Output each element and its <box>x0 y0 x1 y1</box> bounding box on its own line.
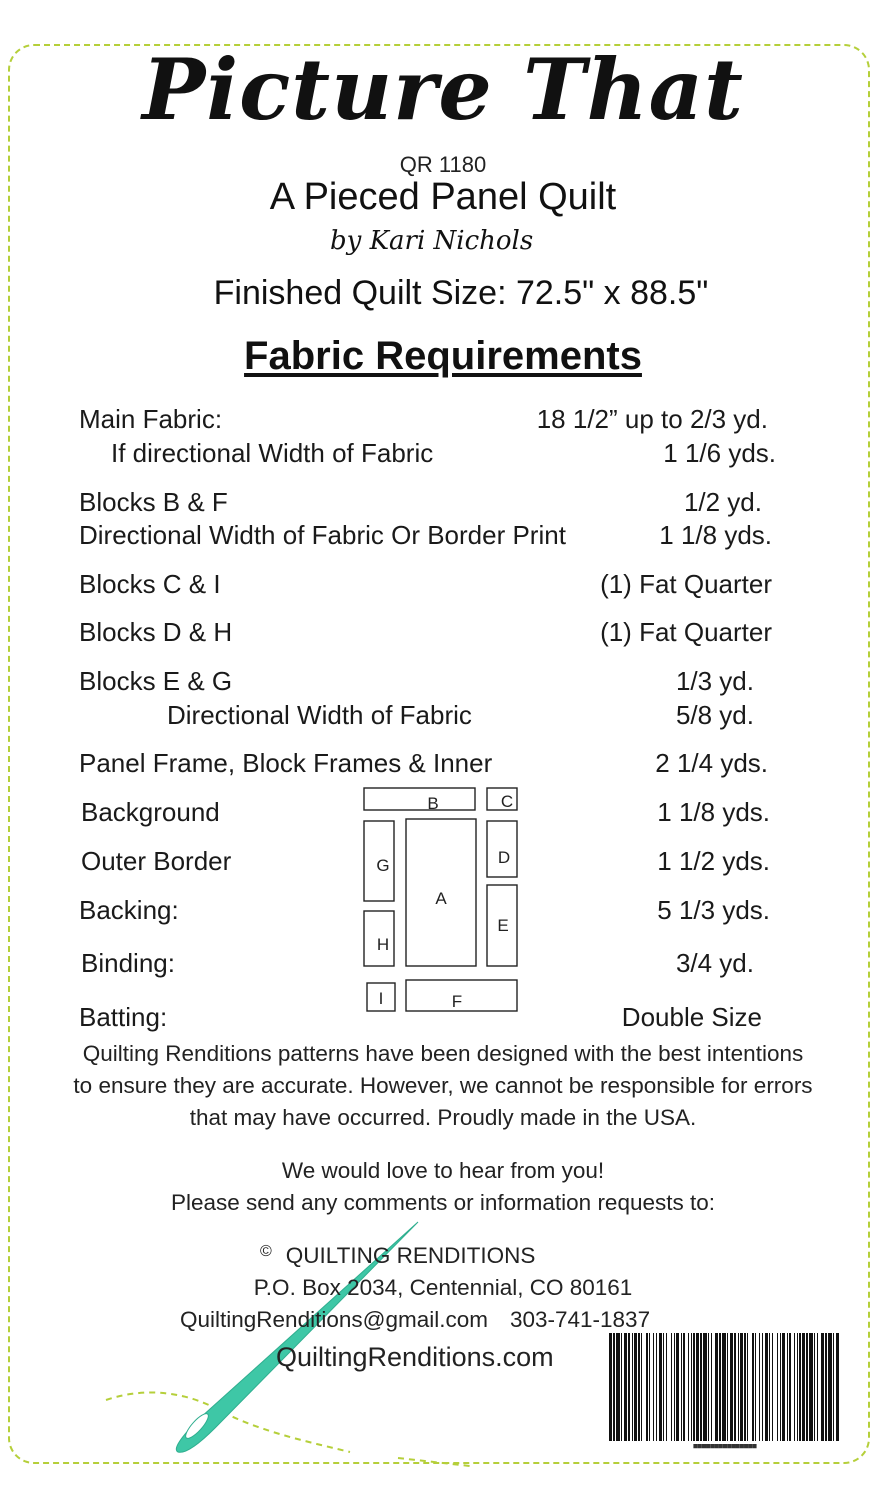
req-amount-main-fabric: 18 1/2” up to 2/3 yd. <box>536 404 768 434</box>
barcode-bar <box>656 1333 657 1441</box>
barcode-bar <box>624 1333 627 1441</box>
barcode-bar <box>828 1333 832 1441</box>
copyright-symbol: © <box>260 1243 272 1260</box>
block-label-a: A <box>435 889 447 908</box>
req-label-background: Background <box>81 797 220 827</box>
contact-intro-line-1: We would love to hear from you! <box>281 1158 605 1183</box>
barcode-bar <box>715 1333 718 1441</box>
req-label-outer-border: Outer Border <box>81 846 232 876</box>
barcode-digits-graphic: ■■■■■■■■■■■■■■■ <box>693 1442 757 1450</box>
req-amount-main-directional: 1 1/6 yds. <box>663 438 776 468</box>
barcode-bar <box>638 1333 640 1441</box>
fabric-requirements-heading: Fabric Requirements <box>244 334 642 378</box>
barcode-bar <box>681 1333 682 1441</box>
barcode-bar <box>814 1333 815 1441</box>
barcode-bar <box>762 1333 763 1441</box>
req-amount-binding: 3/4 yd. <box>675 948 754 978</box>
barcode-bar <box>809 1333 813 1441</box>
barcode-bar <box>797 1333 798 1441</box>
disclaimer-line-1: Quilting Renditions patterns have been designed with the best intentions <box>82 1041 804 1066</box>
barcode-bar <box>769 1333 770 1441</box>
req-amount-outer-border: 1 1/2 yds. <box>657 846 770 876</box>
barcode-bar <box>641 1333 642 1441</box>
barcode-bar <box>671 1333 672 1441</box>
req-label-blocks-bf: Blocks B & F <box>79 487 228 517</box>
barcode-bar <box>634 1333 637 1441</box>
req-label-main-fabric: Main Fabric: <box>79 404 223 434</box>
barcode-bar <box>782 1333 785 1441</box>
block-label-c: C <box>500 792 514 811</box>
barcode-bar <box>836 1333 839 1441</box>
contact-email[interactable]: QuiltingRenditions@gmail.com <box>180 1307 488 1332</box>
req-label-main-directional: If directional Width of Fabric <box>111 438 434 468</box>
barcode-bar <box>730 1333 733 1441</box>
block-label-i: I <box>378 989 384 1008</box>
barcode-bar <box>691 1333 692 1441</box>
block-label-e: E <box>497 916 509 935</box>
barcode-bar <box>663 1333 664 1441</box>
barcode-bar <box>674 1333 675 1441</box>
barcode-bar <box>727 1333 728 1441</box>
req-amount-panel-frame: 2 1/4 yds. <box>655 748 768 778</box>
company-address: P.O. Box 2034, Centennial, CO 80161 <box>253 1275 633 1300</box>
barcode-bar <box>632 1333 633 1441</box>
req-label-batting: Batting: <box>79 1002 168 1032</box>
barcode-bar <box>722 1333 726 1441</box>
block-label-b: B <box>427 794 439 813</box>
pattern-title: Picture That <box>142 40 744 139</box>
barcode-bar <box>711 1333 712 1441</box>
barcode-bar <box>693 1333 695 1441</box>
block-label-g: G <box>376 856 390 875</box>
req-amount-eg-directional: 5/8 yd. <box>675 700 754 730</box>
barcode-bar <box>628 1333 630 1441</box>
req-label-eg-directional: Directional Width of Fabric <box>167 700 472 730</box>
req-label-binding: Binding: <box>81 948 175 978</box>
email-phone-line <box>180 1307 650 1333</box>
block-label-d: D <box>497 848 511 867</box>
pattern-subtitle: A Pieced Panel Quilt <box>269 176 617 218</box>
barcode-bar <box>738 1333 739 1441</box>
barcode-bar <box>794 1333 795 1441</box>
contact-intro-line-2: Please send any comments or information requests to: <box>170 1190 716 1215</box>
barcode-bar <box>646 1333 648 1441</box>
barcode-bar <box>734 1333 736 1441</box>
req-label-blocks-ci: Blocks C & I <box>79 569 221 599</box>
req-label-blocks-eg: Blocks E & G <box>79 666 233 696</box>
barcode-bar <box>780 1333 781 1441</box>
barcode-bar <box>759 1333 760 1441</box>
barcode-bar <box>787 1333 788 1441</box>
pattern-author: by Kari Nichols <box>330 226 534 256</box>
req-label-backing: Backing: <box>79 895 179 925</box>
disclaimer-line-2: to ensure they are accurate. However, we cannot be responsible for errors <box>73 1073 813 1098</box>
barcode-bar <box>765 1333 768 1441</box>
req-amount-blocks-bf: 1/2 yd. <box>683 487 762 517</box>
barcode-bar <box>799 1333 801 1441</box>
barcode-bar <box>802 1333 805 1441</box>
barcode-bar <box>747 1333 748 1441</box>
barcode <box>607 1333 843 1445</box>
finished-size: Finished Quilt Size: 72.5" x 88.5" <box>213 274 709 312</box>
barcode-bar <box>683 1333 685 1441</box>
barcode-bar <box>621 1333 622 1441</box>
barcode-bar <box>688 1333 689 1441</box>
barcode-bar <box>833 1333 834 1441</box>
barcode-bar <box>744 1333 746 1441</box>
barcode-bar <box>755 1333 756 1441</box>
barcode-bar <box>700 1333 702 1441</box>
disclaimer-line-3: that may have occurred. Proudly made in the USA. <box>189 1105 697 1130</box>
contact-phone: 303-741-1837 <box>509 1307 651 1332</box>
barcode-bar <box>719 1333 721 1441</box>
req-amount-blocks-dh: (1) Fat Quarter <box>600 617 772 647</box>
req-amount-blocks-eg: 1/3 yd. <box>675 666 754 696</box>
barcode-bar <box>653 1333 654 1441</box>
company-line <box>260 1243 535 1269</box>
req-label-bf-directional: Directional Width of Fabric Or Border Print <box>79 520 566 550</box>
barcode-bar <box>703 1333 707 1441</box>
barcode-bar <box>666 1333 667 1441</box>
pattern-code: QR 1180 <box>399 152 487 177</box>
thread-line-2 <box>398 1458 470 1466</box>
barcode-bar <box>696 1333 699 1441</box>
barcode-bar <box>777 1333 778 1441</box>
barcode-bar <box>649 1333 650 1441</box>
req-label-panel-frame: Panel Frame, Block Frames & Inner <box>79 748 493 778</box>
barcode-bar <box>817 1333 818 1441</box>
req-amount-bf-directional: 1 1/8 yds. <box>659 520 772 550</box>
barcode-bar <box>616 1333 620 1441</box>
barcode-bar <box>772 1333 773 1441</box>
barcode-bar <box>708 1333 709 1441</box>
barcode-bar <box>609 1333 612 1441</box>
block-label-h: H <box>376 935 390 954</box>
barcode-bar <box>806 1333 808 1441</box>
req-amount-blocks-ci: (1) Fat Quarter <box>600 569 772 599</box>
barcode-bar <box>821 1333 824 1441</box>
req-label-blocks-dh: Blocks D & H <box>79 617 233 647</box>
barcode-bar <box>825 1333 827 1441</box>
company-name: QUILTING RENDITIONS <box>285 1243 536 1268</box>
block-label-f: F <box>451 992 463 1011</box>
barcode-bar <box>789 1333 791 1441</box>
website-link[interactable]: QuiltingRenditions.com <box>276 1342 554 1372</box>
barcode-bar <box>659 1333 662 1441</box>
barcode-bar <box>613 1333 615 1441</box>
req-amount-backing: 5 1/3 yds. <box>657 895 770 925</box>
req-amount-background: 1 1/8 yds. <box>657 797 770 827</box>
barcode-bar <box>752 1333 754 1441</box>
req-amount-batting: Double Size <box>621 1002 762 1032</box>
barcode-bar <box>676 1333 679 1441</box>
barcode-bar <box>740 1333 743 1441</box>
